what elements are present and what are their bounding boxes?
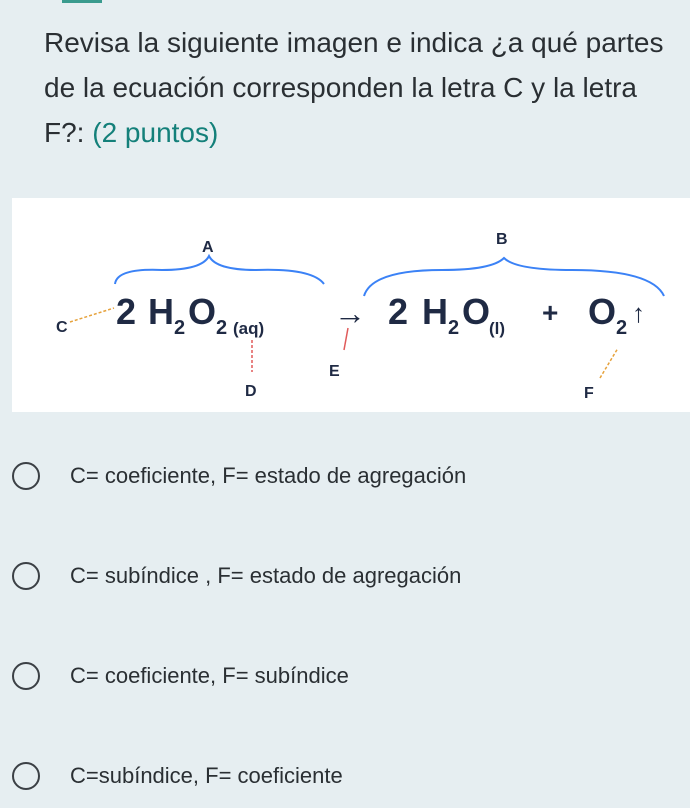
brace-b: [364, 258, 664, 296]
brace-a: [115, 256, 324, 284]
option-4[interactable]: [0, 748, 690, 808]
subscript-o-gas: 2: [616, 317, 628, 339]
radio-button[interactable]: [12, 462, 40, 490]
option-1[interactable]: [0, 448, 690, 508]
option-label: C= subíndice , F= estado de agregación: [70, 563, 462, 588]
coefficient-left: 2: [116, 291, 137, 332]
gas-arrow-icon: ↑: [632, 298, 645, 328]
question-text: [44, 20, 684, 155]
question-body: Revisa la siguiente imagen e indica ¿a qué partes de la ecuación corresponden la letra C y la letra F?:: [44, 27, 664, 148]
option-2[interactable]: [0, 548, 690, 608]
radio-button[interactable]: [12, 762, 40, 790]
label-f: F: [584, 385, 594, 402]
option-label: C= coeficiente, F= subíndice: [70, 663, 349, 688]
label-e: E: [329, 363, 340, 380]
equation-figure: [12, 198, 690, 412]
plus-sign: +: [542, 297, 559, 328]
label-d: D: [245, 383, 257, 400]
reaction-arrow: →: [334, 295, 366, 331]
option-label: C=subíndice, F= coeficiente: [70, 763, 343, 788]
label-a: A: [202, 239, 214, 256]
subscript-o-left: 2: [216, 317, 228, 339]
equation-diagram: [12, 198, 690, 412]
radio-button[interactable]: [12, 562, 40, 590]
top-accent-rule: [62, 0, 102, 3]
option-label: C= coeficiente, F= estado de agregación: [70, 463, 467, 488]
label-b: B: [496, 231, 508, 248]
subscript-h-right: 2: [448, 317, 460, 339]
oxygen-left: O: [188, 291, 217, 332]
label-c: C: [56, 319, 68, 336]
connector-e: [344, 328, 348, 350]
oxygen-right: O: [462, 291, 491, 332]
hydrogen-right: H: [422, 291, 448, 332]
oxygen-gas: O: [588, 291, 617, 332]
connector-c: [70, 308, 114, 322]
state-aq: (aq): [233, 319, 265, 338]
option-3[interactable]: [0, 648, 690, 708]
coefficient-right: 2: [388, 291, 409, 332]
radio-button[interactable]: [12, 662, 40, 690]
subscript-h-left: 2: [174, 317, 186, 339]
connector-f: [600, 348, 618, 378]
state-liquid: (l): [489, 319, 506, 338]
hydrogen-left: H: [148, 291, 174, 332]
question-points: (2 puntos): [92, 117, 219, 148]
